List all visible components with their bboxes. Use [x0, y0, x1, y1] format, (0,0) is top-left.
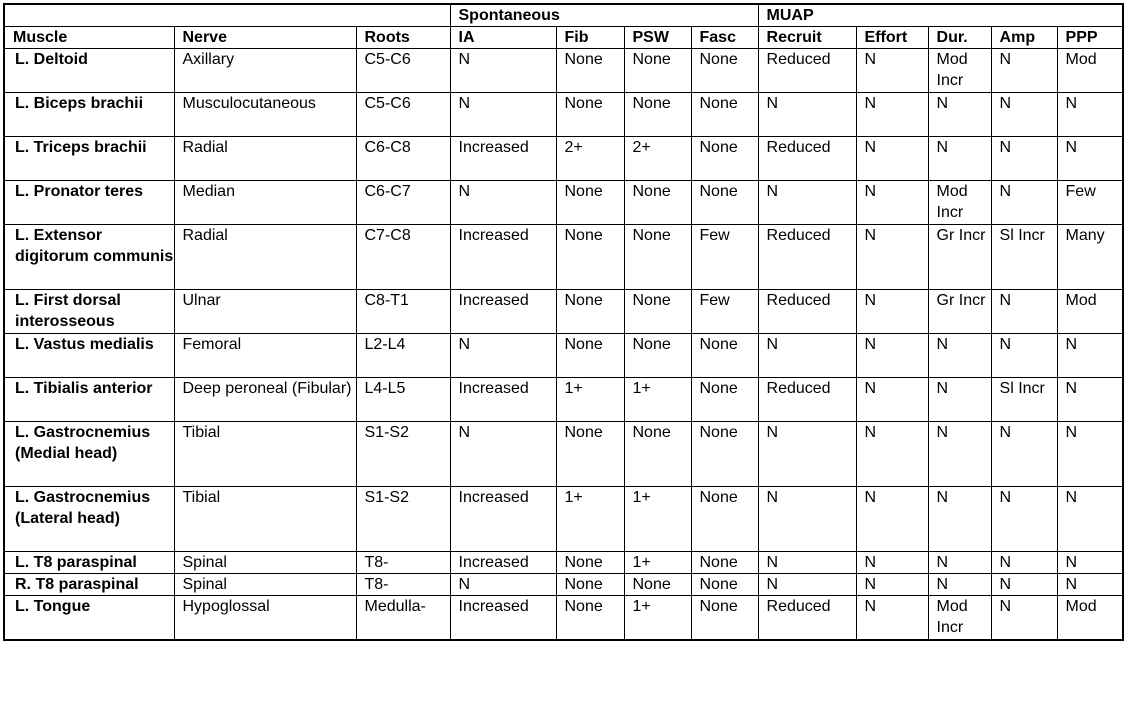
cell-psw: None	[624, 93, 691, 137]
cell-ppp: N	[1057, 93, 1123, 137]
cell-recruit: N	[758, 93, 856, 137]
cell-effort: N	[856, 552, 928, 574]
cell-effort: N	[856, 422, 928, 487]
cell-amp: N	[991, 422, 1057, 487]
cell-fib: 1+	[556, 487, 624, 552]
cell-nerve: Ulnar	[174, 290, 356, 334]
cell-amp: N	[991, 137, 1057, 181]
column-header-psw: PSW	[624, 27, 691, 49]
cell-amp: N	[991, 49, 1057, 93]
column-header-ia: IA	[450, 27, 556, 49]
cell-recruit: Reduced	[758, 596, 856, 641]
table-row	[4, 596, 1123, 641]
cell-roots: L2-L4	[356, 334, 450, 378]
cell-ppp: N	[1057, 422, 1123, 487]
cell-recruit: N	[758, 181, 856, 225]
cell-fib: None	[556, 49, 624, 93]
cell-duration: Mod Incr	[928, 596, 991, 641]
cell-ia: N	[450, 49, 556, 93]
cell-ia: Increased	[450, 290, 556, 334]
column-header-recruit: Recruit	[758, 27, 856, 49]
cell-psw: 1+	[624, 378, 691, 422]
cell-fasc: None	[691, 93, 758, 137]
cell-duration: N	[928, 93, 991, 137]
cell-nerve: Deep peroneal (Fibular)	[174, 378, 356, 422]
cell-effort: N	[856, 378, 928, 422]
cell-nerve: Hypoglossal	[174, 596, 356, 641]
cell-ppp: N	[1057, 552, 1123, 574]
cell-effort: N	[856, 137, 928, 181]
cell-duration: N	[928, 378, 991, 422]
cell-recruit: Reduced	[758, 49, 856, 93]
cell-duration: N	[928, 334, 991, 378]
cell-nerve: Spinal	[174, 574, 356, 596]
cell-ppp: Mod	[1057, 49, 1123, 93]
cell-nerve: Radial	[174, 137, 356, 181]
cell-muscle: L. Gastrocnemius (Lateral head)	[4, 487, 174, 552]
cell-psw: None	[624, 422, 691, 487]
cell-fasc: Few	[691, 290, 758, 334]
cell-ppp: Few	[1057, 181, 1123, 225]
cell-fasc: None	[691, 378, 758, 422]
cell-ia: Increased	[450, 137, 556, 181]
cell-roots: S1-S2	[356, 487, 450, 552]
cell-roots: L4-L5	[356, 378, 450, 422]
cell-fib: None	[556, 334, 624, 378]
cell-amp: N	[991, 93, 1057, 137]
cell-fib: None	[556, 422, 624, 487]
group-header-blank	[356, 4, 450, 27]
cell-fasc: None	[691, 422, 758, 487]
cell-amp: N	[991, 487, 1057, 552]
cell-recruit: Reduced	[758, 290, 856, 334]
cell-duration: N	[928, 487, 991, 552]
cell-nerve: Tibial	[174, 422, 356, 487]
cell-recruit: Reduced	[758, 378, 856, 422]
cell-ppp: Mod	[1057, 596, 1123, 641]
group-header-blank	[174, 4, 356, 27]
cell-muscle: L. Biceps brachii	[4, 93, 174, 137]
cell-muscle: L. Tongue	[4, 596, 174, 641]
cell-ia: Increased	[450, 487, 556, 552]
column-header-fasc: Fasc	[691, 27, 758, 49]
cell-fib: 1+	[556, 378, 624, 422]
cell-fasc: None	[691, 487, 758, 552]
cell-psw: 1+	[624, 552, 691, 574]
cell-amp: N	[991, 181, 1057, 225]
cell-roots: C6-C7	[356, 181, 450, 225]
column-header-roots: Roots	[356, 27, 450, 49]
cell-roots: S1-S2	[356, 422, 450, 487]
column-header-ppp: PPP	[1057, 27, 1123, 49]
cell-ppp: Mod	[1057, 290, 1123, 334]
cell-ppp: N	[1057, 334, 1123, 378]
cell-psw: None	[624, 181, 691, 225]
cell-roots: C5-C6	[356, 93, 450, 137]
table-row	[4, 93, 1123, 137]
table-row	[4, 422, 1123, 487]
cell-psw: None	[624, 290, 691, 334]
cell-ia: N	[450, 181, 556, 225]
cell-duration: N	[928, 552, 991, 574]
cell-effort: N	[856, 49, 928, 93]
cell-ia: N	[450, 334, 556, 378]
column-header-duration: Dur.	[928, 27, 991, 49]
cell-ppp: N	[1057, 574, 1123, 596]
cell-nerve: Median	[174, 181, 356, 225]
cell-ppp: Many	[1057, 225, 1123, 290]
cell-fasc: None	[691, 596, 758, 641]
cell-fib: None	[556, 574, 624, 596]
cell-effort: N	[856, 596, 928, 641]
cell-roots: T8-	[356, 574, 450, 596]
column-header-effort: Effort	[856, 27, 928, 49]
cell-roots: T8-	[356, 552, 450, 574]
cell-roots: C7-C8	[356, 225, 450, 290]
cell-nerve: Musculocutaneous	[174, 93, 356, 137]
cell-ia: Increased	[450, 596, 556, 641]
cell-duration: Gr Incr	[928, 290, 991, 334]
cell-duration: Mod Incr	[928, 49, 991, 93]
cell-effort: N	[856, 225, 928, 290]
cell-fib: None	[556, 181, 624, 225]
column-header-amp: Amp	[991, 27, 1057, 49]
cell-recruit: Reduced	[758, 225, 856, 290]
cell-amp: N	[991, 290, 1057, 334]
cell-recruit: N	[758, 334, 856, 378]
cell-fasc: None	[691, 49, 758, 93]
cell-fib: 2+	[556, 137, 624, 181]
cell-recruit: N	[758, 487, 856, 552]
cell-muscle: L. Deltoid	[4, 49, 174, 93]
cell-psw: 1+	[624, 596, 691, 641]
cell-effort: N	[856, 290, 928, 334]
cell-muscle: L. Vastus medialis	[4, 334, 174, 378]
cell-amp: Sl Incr	[991, 378, 1057, 422]
table-row	[4, 181, 1123, 225]
group-header-spontaneous: Spontaneous	[450, 4, 758, 27]
cell-psw: None	[624, 225, 691, 290]
cell-ia: Increased	[450, 552, 556, 574]
cell-nerve: Femoral	[174, 334, 356, 378]
cell-nerve: Radial	[174, 225, 356, 290]
cell-muscle: L. T8 paraspinal	[4, 552, 174, 574]
cell-ppp: N	[1057, 137, 1123, 181]
cell-ia: Increased	[450, 378, 556, 422]
cell-psw: None	[624, 334, 691, 378]
group-header-row	[4, 4, 1123, 27]
cell-recruit: N	[758, 574, 856, 596]
cell-psw: 1+	[624, 487, 691, 552]
table-row	[4, 137, 1123, 181]
cell-effort: N	[856, 334, 928, 378]
cell-duration: Gr Incr	[928, 225, 991, 290]
cell-amp: Sl Incr	[991, 225, 1057, 290]
cell-ppp: N	[1057, 378, 1123, 422]
cell-fib: None	[556, 290, 624, 334]
cell-recruit: Reduced	[758, 137, 856, 181]
cell-amp: N	[991, 574, 1057, 596]
group-header-muap: MUAP	[758, 4, 1123, 27]
cell-ia: Increased	[450, 225, 556, 290]
cell-ia: N	[450, 422, 556, 487]
cell-ia: N	[450, 574, 556, 596]
cell-effort: N	[856, 574, 928, 596]
column-header-muscle: Muscle	[4, 27, 174, 49]
table-row	[4, 574, 1123, 596]
cell-recruit: N	[758, 552, 856, 574]
emg-findings-table	[3, 3, 1124, 641]
cell-duration: Mod Incr	[928, 181, 991, 225]
column-header-fib: Fib	[556, 27, 624, 49]
cell-fasc: None	[691, 181, 758, 225]
cell-muscle: L. First dorsal interosseous	[4, 290, 174, 334]
cell-effort: N	[856, 93, 928, 137]
table-row	[4, 552, 1123, 574]
cell-effort: N	[856, 181, 928, 225]
cell-fasc: None	[691, 552, 758, 574]
cell-fasc: None	[691, 137, 758, 181]
table-row	[4, 290, 1123, 334]
cell-nerve: Tibial	[174, 487, 356, 552]
cell-recruit: N	[758, 422, 856, 487]
table-row	[4, 49, 1123, 93]
cell-amp: N	[991, 334, 1057, 378]
cell-effort: N	[856, 487, 928, 552]
cell-fasc: None	[691, 574, 758, 596]
cell-duration: N	[928, 574, 991, 596]
cell-nerve: Axillary	[174, 49, 356, 93]
cell-muscle: L. Tibialis anterior	[4, 378, 174, 422]
cell-ppp: N	[1057, 487, 1123, 552]
table-row	[4, 378, 1123, 422]
cell-muscle: R. T8 paraspinal	[4, 574, 174, 596]
cell-nerve: Spinal	[174, 552, 356, 574]
cell-fib: None	[556, 596, 624, 641]
cell-fib: None	[556, 93, 624, 137]
cell-fasc: None	[691, 334, 758, 378]
cell-psw: None	[624, 49, 691, 93]
group-header-blank	[4, 4, 174, 27]
table-row	[4, 487, 1123, 552]
cell-muscle: L. Extensor digitorum communis	[4, 225, 174, 290]
cell-muscle: L. Pronator teres	[4, 181, 174, 225]
cell-psw: None	[624, 574, 691, 596]
table-row	[4, 334, 1123, 378]
column-header-nerve: Nerve	[174, 27, 356, 49]
cell-psw: 2+	[624, 137, 691, 181]
cell-amp: N	[991, 552, 1057, 574]
cell-amp: N	[991, 596, 1057, 641]
cell-fib: None	[556, 225, 624, 290]
cell-ia: N	[450, 93, 556, 137]
cell-duration: N	[928, 422, 991, 487]
cell-duration: N	[928, 137, 991, 181]
table-row	[4, 225, 1123, 290]
column-header-row	[4, 27, 1123, 49]
cell-muscle: L. Gastrocnemius (Medial head)	[4, 422, 174, 487]
cell-roots: C8-T1	[356, 290, 450, 334]
cell-roots: C5-C6	[356, 49, 450, 93]
cell-fib: None	[556, 552, 624, 574]
cell-muscle: L. Triceps brachii	[4, 137, 174, 181]
cell-roots: Medulla-	[356, 596, 450, 641]
cell-roots: C6-C8	[356, 137, 450, 181]
cell-fasc: Few	[691, 225, 758, 290]
